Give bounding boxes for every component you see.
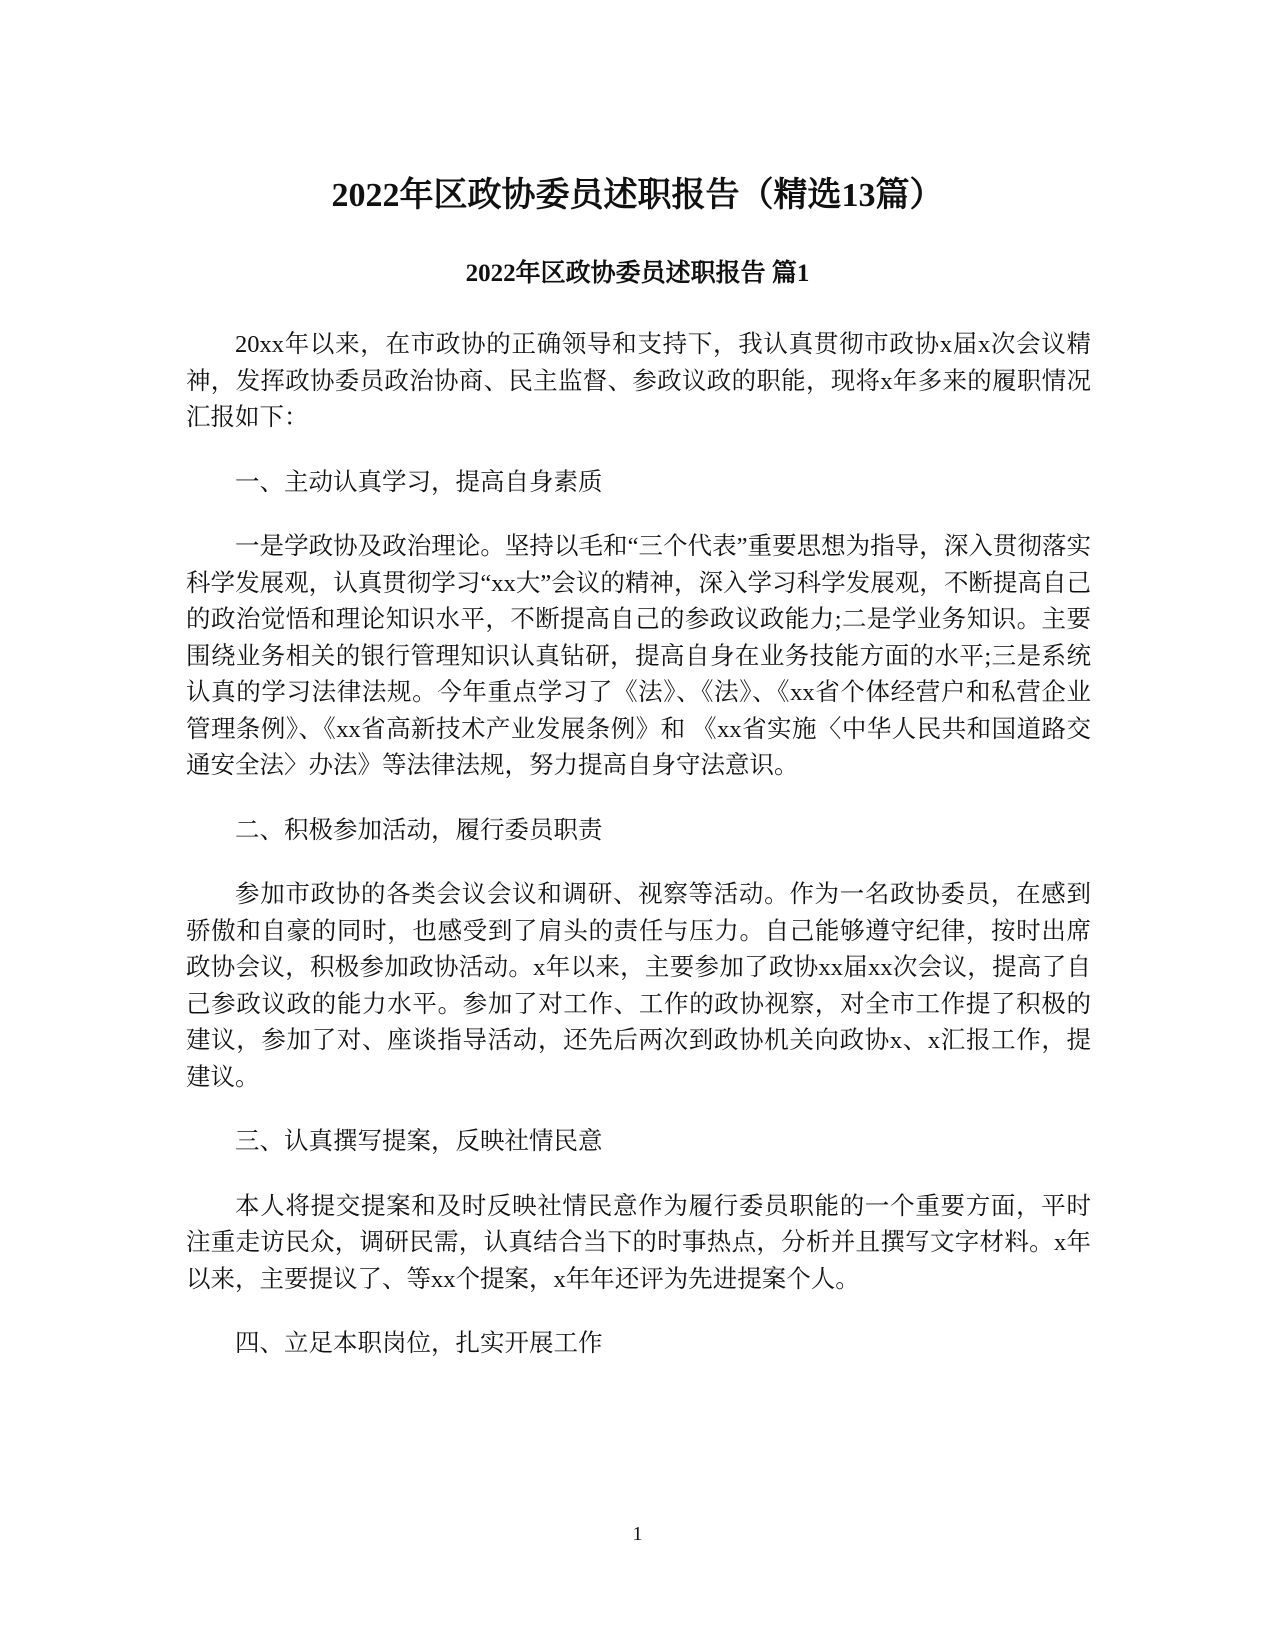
page-number: 1: [632, 1523, 643, 1545]
intro-paragraph: 20xx年以来，在市政协的正确领导和支持下，我认真贯彻市政协x届x次会议精神，发挥政协委员政治协商、民主监督、参政议政的职能，现将x年多来的履职情况汇报如下：: [186, 331, 1091, 431]
section-title: 2022年区政协委员述职报告 篇1: [465, 260, 810, 287]
heading-proposals: 三、认真撰写提案，反映社情民意: [235, 1128, 603, 1155]
document-title: 2022年区政协委员述职报告（精选13篇）: [331, 177, 944, 214]
activities-paragraph: 参加市政协的各类会议会议和调研、视察等活动。作为一名政协委员，在感到骄傲和自豪的同时，也感受到了肩头的责任与压力。自己能够遵守纪律，按时出席政协会议，积极参加政协活动。x年以来，主要参加了政协xx届xx次会议，提高了自己参政议政的能力水平。参加了对工作、工作的政协视察，对全市工作提了积极的建议，参加了对、座谈指导活动，还先后两次到政协机关向政协x、x汇报工作，提建议。: [186, 881, 1091, 1091]
study-paragraph: 一是学政协及政治理论。坚持以毛和“三个代表”重要思想为指导，深入贯彻落实科学发展观，认真贯彻学习“xx大”会议的精神，深入学习科学发展观，不断提高自己的政治觉悟和理论知识水平，不断提高自己的参政议政能力;二是学业务知识。主要围绕业务相关的银行管理知识认真钻研，提高自身在业务技能方面的水平;三是系统认真的学习法律法规。今年重点学习了《法》、《法》、《xx省个体经营户和私营企业管理条例》、《xx省高新技术产业发展条例》和 《xx省实施〈中华人民共和国道路交通安全法〉办法》等法律法规，努力提高自身守法意识。: [186, 533, 1091, 779]
document-body: [186, 327, 1091, 1391]
heading-activities: 二、积极参加活动，履行委员职责: [235, 816, 603, 844]
heading-post: 四、立足本职岗位，扎实开展工作: [235, 1330, 603, 1357]
heading-study: 一、主动认真学习，提高自身素质: [235, 468, 603, 496]
proposals-paragraph: 本人将提交提案和及时反映社情民意作为履行委员职能的一个重要方面，平时注重走访民众，调研民需，认真结合当下的时事热点，分析并且撰写文字材料。x年以来，主要提议了、等xx个提案，x年年还评为先进提案个人。: [186, 1192, 1091, 1293]
